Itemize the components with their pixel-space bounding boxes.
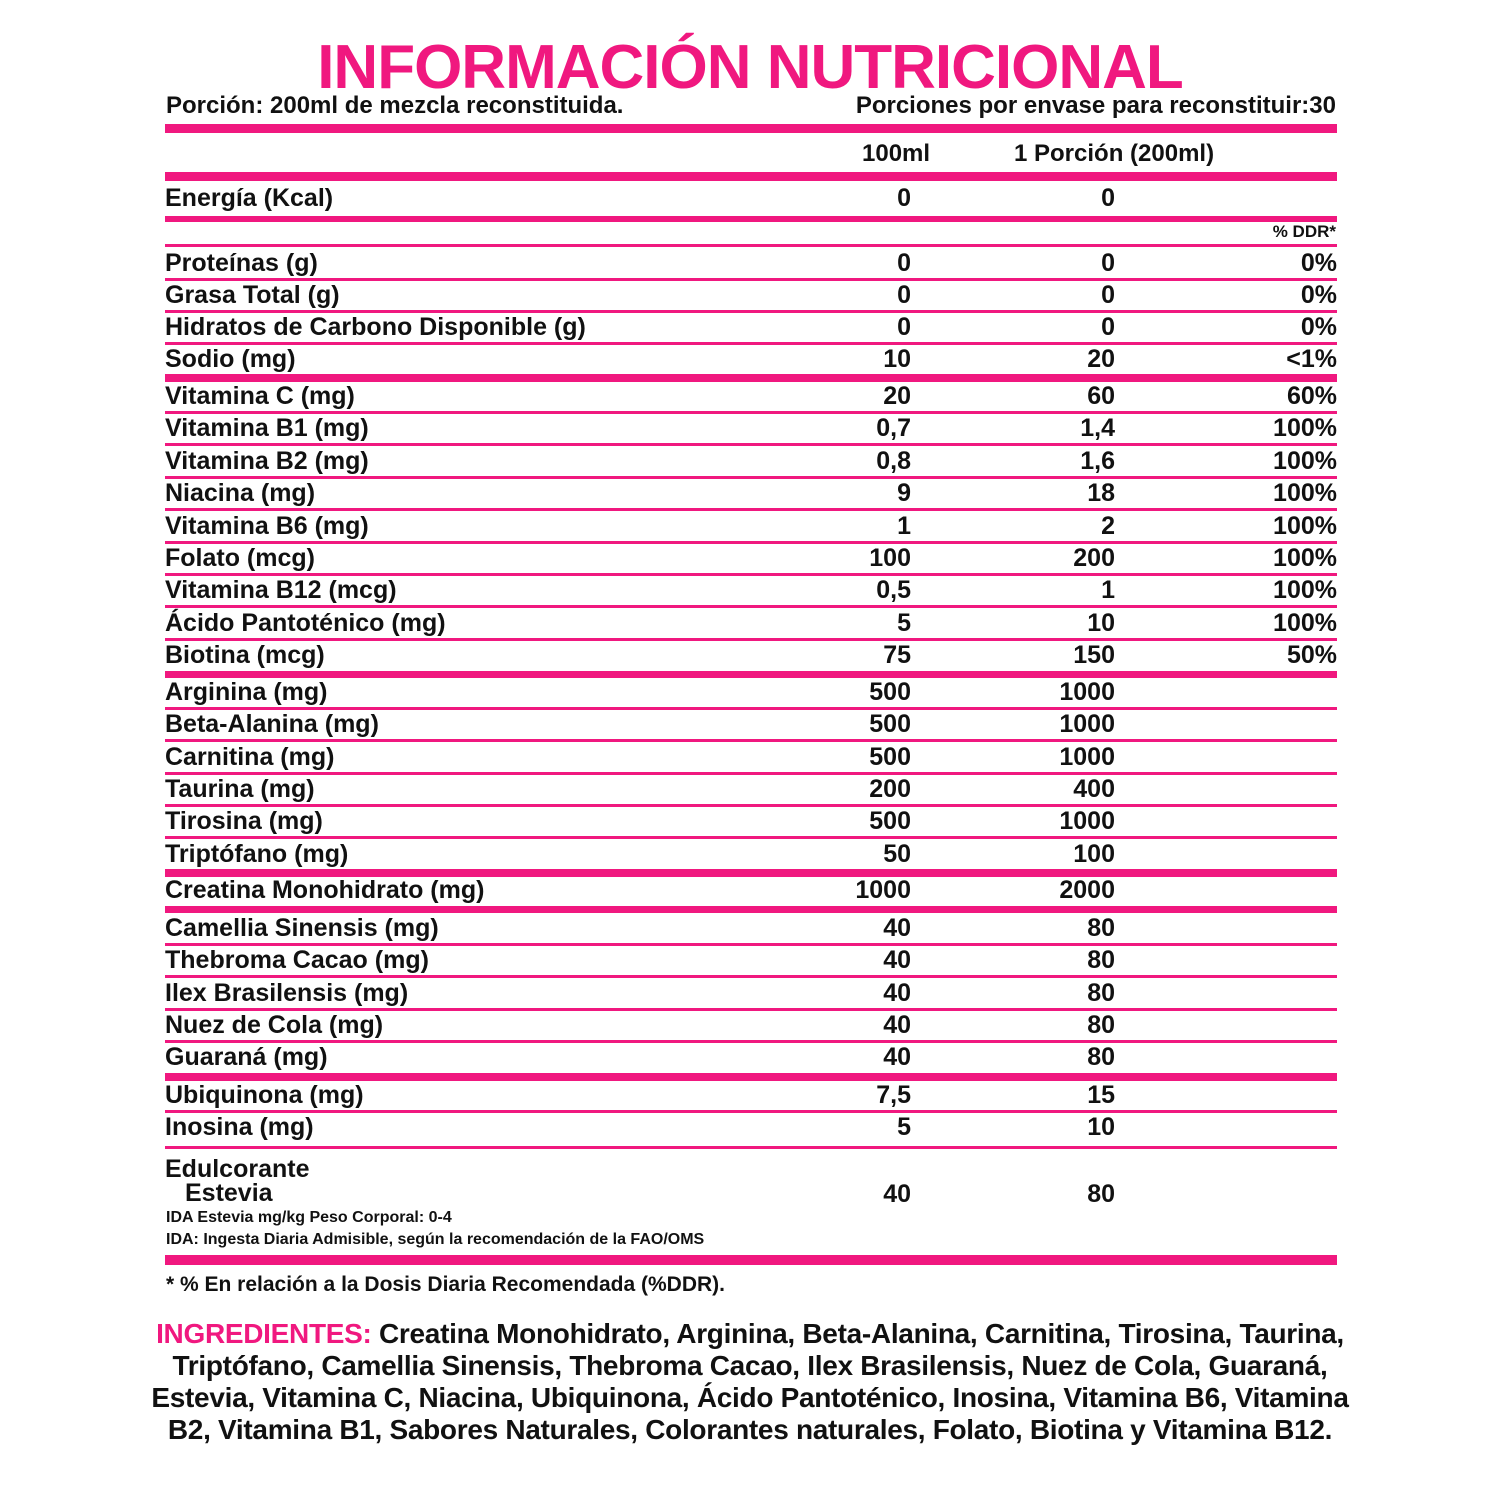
value-ddr: 0% [1300,313,1337,341]
table-row [165,1041,1337,1073]
row-label: Proteínas (g) [165,249,318,277]
table-row [165,912,1337,944]
table-row [165,510,1337,542]
value-portion: 80 [1087,946,1115,975]
row-label: Nuez de Cola (mg) [165,1010,384,1039]
value-100ml: 75 [883,641,911,670]
table-row [165,944,1337,976]
value-ddr: 100% [1273,608,1337,637]
ida-definition: IDA: Ingesta Diaria Admisible, según la recomendación de la FAO/OMS [166,1231,705,1248]
row-label: Tirosina (mg) [165,807,323,836]
table-row [165,805,1337,837]
row-label: Biotina (mcg) [165,641,325,670]
value-100ml: 10 [883,345,911,373]
value-100ml: 500 [869,807,911,836]
value-100ml: 40 [883,914,911,942]
table-row [165,676,1337,708]
value-100ml: 0 [897,184,911,212]
value-portion: 0 [1101,184,1115,212]
value-100ml: 50 [883,839,911,868]
column-header-portion: 1 Porción (200ml) [1014,140,1215,167]
ida-note: IDA Estevia mg/kg Peso Corporal: 0-4 [166,1209,452,1226]
value-ddr: 100% [1273,414,1337,443]
table-row [165,279,1337,311]
value-ddr: <1% [1286,345,1337,373]
table-row [165,343,1337,375]
value-100ml: 200 [869,774,911,803]
value-ddr: 0% [1300,281,1337,309]
row-label: Vitamina B6 (mg) [165,511,369,540]
divider-bar [165,172,1337,181]
sweetener-row [165,1156,1337,1216]
ingredients-text: Creatina Monohidrato, Arginina, Beta-Alanina, Carnitina, Tirosina, Taurina, Triptófano, Camellia Sinensis, Thebroma Cacao, Ilex Brasilensis, Nuez de Cola, Guaraná, Estevia, Vitamina C, Niacina, Ubiquinona, Ácido Pantoténico, Inosina, Vitamina B6, Vitamina B2, Vitamina B1, Sabores Naturales, Colorantes naturales, Folato, Biotina y Vitamina B12. [151,1318,1349,1445]
value-ddr: 100% [1273,479,1337,508]
value-ddr: 50% [1286,641,1337,670]
value-portion: 18 [1087,479,1115,508]
value-ddr: 60% [1286,382,1337,410]
table-row [165,838,1337,870]
value-portion: 0 [1101,281,1115,309]
row-label: Vitamina C (mg) [165,382,355,410]
table-row [165,445,1337,477]
energy-row [165,182,1337,214]
value-portion: 15 [1087,1081,1115,1109]
table-row [165,311,1337,343]
table-row [165,639,1337,671]
value-100ml: 0,8 [876,446,911,475]
value-100ml: 500 [869,742,911,771]
value-ddr: 0% [1300,249,1337,277]
divider-bar [165,1255,1337,1265]
value-portion: 10 [1087,1113,1115,1142]
table-row [165,708,1337,740]
row-label: Creatina Monohidrato (mg) [165,876,485,904]
table-row [165,977,1337,1009]
table-row [165,1079,1337,1111]
row-label: Vitamina B2 (mg) [165,446,369,475]
ddr-footnote: * % En relación a la Dosis Diaria Recomendada (%DDR). [166,1273,726,1296]
table-row [165,574,1337,606]
value-100ml: 100 [869,544,911,572]
value-portion: 10 [1087,608,1115,637]
value-100ml: 7,5 [876,1081,911,1109]
value-portion: 80 [1087,978,1115,1007]
value-100ml: 9 [897,479,911,508]
table-row [165,607,1337,639]
divider-bar [165,1146,1337,1149]
value-portion: 1 [1101,576,1115,605]
value-ddr: 100% [1273,576,1337,605]
value-portion: 1000 [1059,710,1115,739]
table-row [165,1111,1337,1143]
row-label: Sodio (mg) [165,345,296,373]
row-label: Thebroma Cacao (mg) [165,946,429,975]
value-portion: 80 [1087,914,1115,942]
value-portion: 150 [1073,641,1115,670]
row-label: Beta-Alanina (mg) [165,710,379,739]
row-label: Energía (Kcal) [165,184,334,212]
page-title: INFORMACIÓN NUTRICIONAL [317,33,1183,102]
row-label: Edulcorante [165,1155,310,1183]
row-label: Guaraná (mg) [165,1043,328,1072]
value-100ml: 1 [897,511,911,540]
row-label: Ácido Pantoténico (mg) [165,608,446,637]
ingredients-block [150,1318,1350,1446]
value-portion: 80 [1087,1043,1115,1072]
value-portion: 100 [1073,839,1115,868]
row-label: Folato (mcg) [165,544,315,572]
value-100ml: 0,7 [876,414,911,443]
row-label: Vitamina B12 (mcg) [165,576,397,605]
value-portion: 400 [1073,774,1115,803]
table-row [165,1009,1337,1041]
value-portion: 1,4 [1080,414,1115,443]
value-100ml: 1000 [855,876,911,904]
row-label: Arginina (mg) [165,678,328,706]
value-ddr: 100% [1273,544,1337,572]
value-portion: 1000 [1059,807,1115,836]
value-100ml: 20 [883,382,911,410]
value-100ml: 5 [897,608,911,637]
servings-per-container: Porciones por envase para reconstituir:30 [855,92,1336,119]
value-100ml: 40 [883,1180,911,1208]
value-portion: 0 [1101,249,1115,277]
row-label: Taurina (mg) [165,774,315,803]
ddr-column-header: % DDR* [1272,222,1336,241]
row-label: Ubiquinona (mg) [165,1081,364,1109]
table-row [165,247,1337,279]
row-sublabel: Estevia [185,1179,273,1207]
divider-bar [165,124,1337,133]
table-row [165,380,1337,412]
portion-size: Porción: 200ml de mezcla reconstituida. [166,92,624,119]
value-100ml: 0 [897,281,911,309]
value-100ml: 500 [869,710,911,739]
value-portion: 1000 [1059,678,1115,706]
value-100ml: 40 [883,1010,911,1039]
value-100ml: 0 [897,249,911,277]
value-portion: 1000 [1059,742,1115,771]
value-portion: 0 [1101,313,1115,341]
table-row [165,542,1337,574]
value-100ml: 5 [897,1113,911,1142]
value-portion: 80 [1087,1180,1115,1208]
table-row [165,477,1337,509]
table-row [165,773,1337,805]
value-ddr: 100% [1273,511,1337,540]
value-100ml: 0 [897,313,911,341]
row-label: Inosina (mg) [165,1113,314,1142]
value-portion: 20 [1087,345,1115,373]
value-100ml: 40 [883,946,911,975]
row-label: Grasa Total (g) [165,281,340,309]
row-label: Camellia Sinensis (mg) [165,914,439,942]
value-ddr: 100% [1273,446,1337,475]
row-label: Carnitina (mg) [165,742,335,771]
table-row [165,741,1337,773]
value-100ml: 500 [869,678,911,706]
row-label: Ilex Brasilensis (mg) [165,978,409,1007]
value-portion: 60 [1087,382,1115,410]
creatine-row [165,874,1337,906]
row-label: Hidratos de Carbono Disponible (g) [165,313,586,341]
column-header-100ml: 100ml [862,140,931,167]
row-label: Niacina (mg) [165,479,316,508]
divider-bar [165,216,1337,222]
value-portion: 2 [1101,511,1115,540]
value-portion: 80 [1087,1010,1115,1039]
ingredients-label: INGREDIENTES: [156,1318,372,1349]
value-100ml: 40 [883,1043,911,1072]
row-label: Triptófano (mg) [165,839,349,868]
value-portion: 2000 [1059,876,1115,904]
row-label: Vitamina B1 (mg) [165,414,369,443]
value-100ml: 0,5 [876,576,911,605]
value-portion: 200 [1073,544,1115,572]
value-portion: 1,6 [1080,446,1115,475]
table-row [165,412,1337,444]
value-100ml: 40 [883,978,911,1007]
